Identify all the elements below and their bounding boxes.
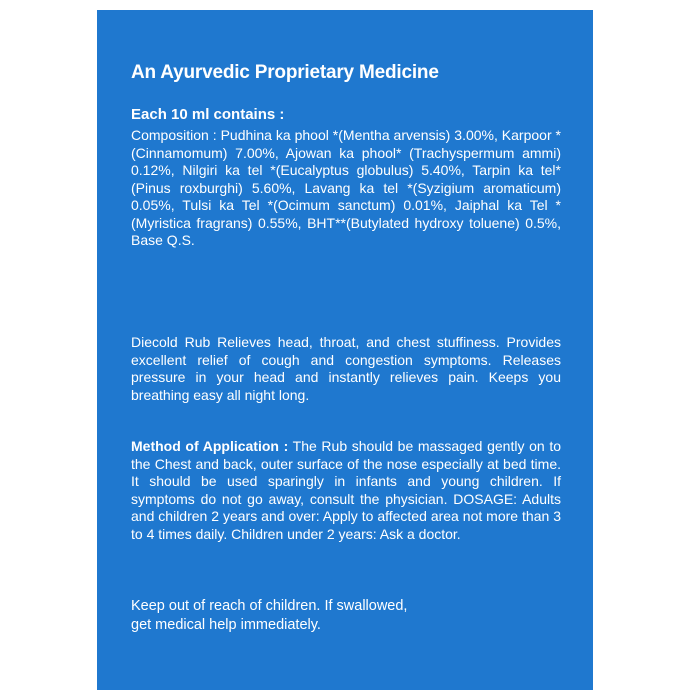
warning-line-2: get medical help immediately. (131, 617, 321, 633)
warning-line-1: Keep out of reach of children. If swallowed, (131, 598, 408, 614)
contents-heading: Each 10 ml contains : (131, 106, 285, 123)
method-label: Method of Application : (131, 438, 289, 454)
method-of-application (131, 438, 561, 543)
method-text: The Rub should be massaged gently on to the Chest and back, outer surface of the nose especially at bed time. It should be used sparingly in infants and young children. If symptoms do not go away, consult the physician. DOSAGE: Adults and children 2 years and over: Apply to affected area not more than 3 to 4 times daily. Children under 2 years: Ask a doctor. (131, 438, 562, 542)
product-title: An Ayurvedic Proprietary Medicine (131, 62, 439, 83)
product-label-panel (97, 10, 593, 690)
safety-warning (131, 597, 431, 635)
relief-description: Diecold Rub Relieves head, throat, and chest stuffiness. Provides excellent relief of cough and congestion symptoms. Releases pressure in your head and instantly relieves pain. Keeps you breathing easy all night long. (131, 334, 561, 403)
composition-text: Composition : Pudhina ka phool *(Mentha arvensis) 3.00%, Karpoor *(Cinnamomum) 7.00%, Ajowan ka phool* (Trachyspermum ammi) 0.12%, Nilgiri ka tel *(Eucalyptus globulus) 5.40%, Tarpin ka tel*(Pinus roxburghi) 5.60%, Lavang ka tel *(Syzigium aromaticum) 0.05%, Tulsi ka Tel *(Ocimum sanctum) 0.01%, Jaiphal ka Tel *(Myristica fragrans) 0.55%, BHT**(Butylated hydroxy toluene) 0.5%, Base Q.S. (131, 127, 561, 248)
